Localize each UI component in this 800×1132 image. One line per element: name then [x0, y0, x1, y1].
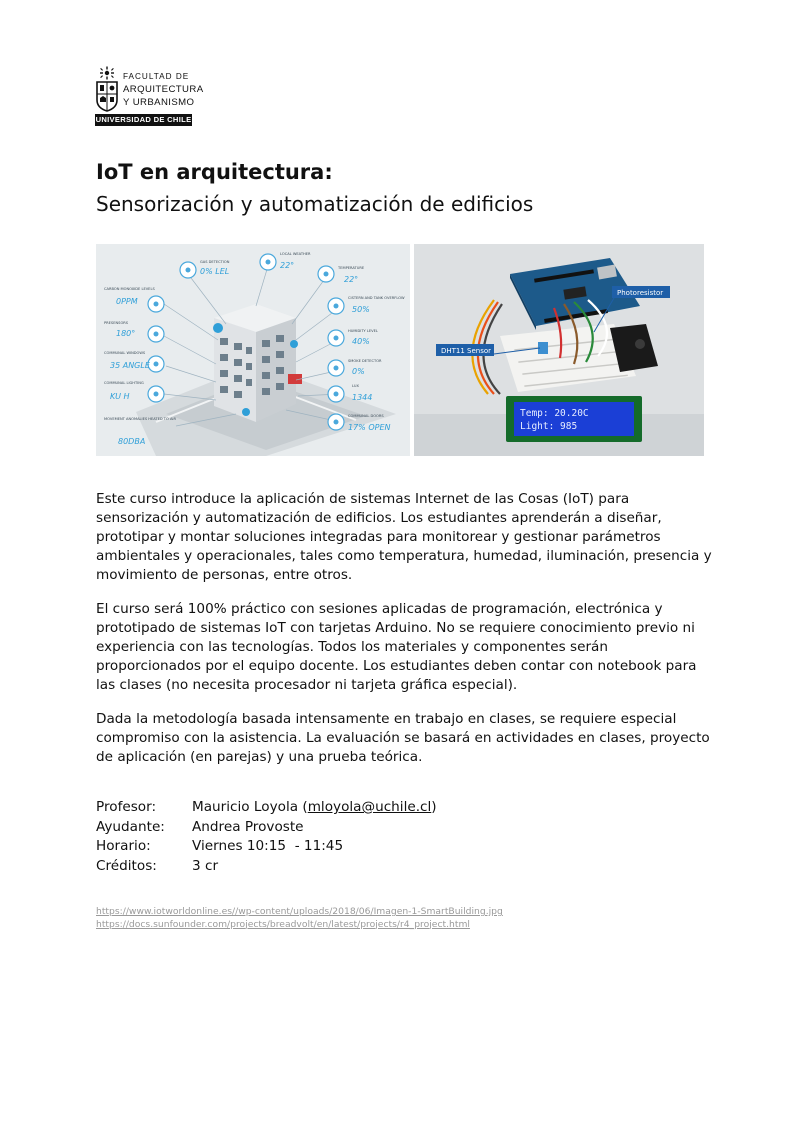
reference-link-1[interactable]: https://www.iotworldonline.es//wp-content/uploads/2018/06/Imagen-1-SmartBuilding.jpg [96, 906, 503, 917]
faculty-logo [95, 66, 204, 128]
university-seal-icon [95, 66, 119, 112]
info-row-profesor [96, 798, 437, 818]
value-windows: 35 ANGLE [110, 361, 150, 370]
ayudante-label: Ayudante: [96, 818, 165, 835]
page-title: IoT en arquitectura: [96, 160, 333, 184]
lcd-line-1: Temp: 20.20C [520, 408, 589, 419]
image-references [96, 906, 503, 931]
lcd-line-2: Light: 985 [520, 421, 578, 432]
logo-line-1: FACULTAD DE [123, 72, 190, 81]
info-row-creditos [96, 857, 437, 877]
label-presence: PRESENSORS [104, 321, 129, 325]
label-windows: COMMUNAL WINDOWS [104, 351, 146, 355]
label-weather: LOCAL WEATHER [280, 252, 311, 256]
value-doors: 17% OPEN [348, 423, 391, 432]
description-paragraph-2: El curso será 100% práctico con sesiones aplicadas de programación, electrónica y prototipado de sistemas IoT con tarjetas Arduino. No se requiere conocimiento previo ni experiencia con las tecnologías. Todos los materiales y componentes serán proporcionados por el equipo docente. Los estudiantes deben contar con notebook para las clases (no necesita procesador ni tarjeta gráfica especial). [96, 601, 697, 693]
creditos-label: Créditos: [96, 857, 157, 874]
label-doors: COMMUNAL DOORS [348, 414, 384, 418]
logo-line-2: ARQUITECTURA [123, 84, 204, 96]
value-gas: 0% LEL [200, 267, 230, 276]
profesor-label: Profesor: [96, 799, 157, 815]
value-lighting: KU H [110, 392, 130, 401]
label-smoke: SMOKE DETECTOR [348, 359, 382, 363]
arduino-prototype-photo [414, 244, 704, 456]
value-temperature: 22° [344, 275, 359, 284]
course-info [96, 798, 437, 876]
creditos-value: 3 cr [192, 857, 219, 874]
horario-label: Horario: [96, 838, 151, 854]
value-carbon: 0PPM [116, 297, 138, 306]
label-gas: GAS DETECTION [200, 260, 230, 264]
ayudante-value: Andrea Provoste [192, 818, 304, 835]
label-lighting: COMMUNAL LIGHTING [104, 381, 144, 385]
label-carbon: CARBON MONOXIDE LEVELS [104, 287, 155, 291]
smart-building-svg [96, 244, 410, 456]
arduino-photo-svg [414, 244, 704, 456]
label-movement: MOVEMENT ANOMALIES HEATED TO AIR [104, 417, 176, 421]
label-cistern: CISTERN AND TANK OVERFLOW [348, 296, 405, 300]
label-temperature: TEMPERATURE [338, 266, 365, 270]
value-cistern: 50% [352, 305, 370, 314]
logo-text [123, 70, 204, 110]
info-row-horario [96, 837, 437, 857]
value-lux: 1344 [352, 393, 373, 402]
label-photoresistor: Photoresistor [617, 289, 664, 297]
horario-value: Viernes 10:15 - 11:45 [192, 838, 344, 854]
description-paragraph-1: Este curso introduce la aplicación de sistemas Internet de las Cosas (IoT) para sensorización y automatización de edificios. Los estudiantes aprenderán a diseñar, prototipar y montar soluciones integradas para monitorear y gestionar parámetros ambientales y operacionales, tales como temperatura, humedad, iluminación, presencia y movimiento de personas, entre otros. [96, 491, 712, 583]
logo-university-bar: UNIVERSIDAD DE CHILE [95, 115, 192, 124]
logo-line-3: Y URBANISMO [123, 97, 195, 109]
profesor-value: Mauricio Loyola (mloyola@uchile.cl) [192, 799, 437, 815]
smart-building-illustration [96, 244, 410, 456]
info-row-ayudante [96, 818, 437, 838]
value-movement: 80DBA [118, 437, 146, 446]
profesor-name: Mauricio Loyola [192, 799, 299, 815]
value-smoke: 0% [352, 367, 365, 376]
label-lux: LUX [352, 384, 359, 388]
page-subtitle: Sensorización y automatización de edificios [96, 192, 534, 216]
reference-link-2[interactable]: https://docs.sunfounder.com/projects/breadvolt/en/latest/projects/r4_project.html [96, 918, 470, 930]
label-dht11: DHT11 Sensor [441, 347, 492, 355]
value-weather: 22° [280, 261, 295, 270]
profesor-email-link[interactable]: mloyola@uchile.cl [307, 799, 432, 815]
value-presence: 180° [116, 329, 136, 338]
value-humidity: 40% [352, 337, 370, 346]
description-paragraph-3: Dada la metodología basada intensamente en trabajo en clases, se requiere especial compromiso con la asistencia. La evaluación se basará en actividades en clases, proyecto de aplicación (en parejas) y una prueba teórica. [96, 711, 710, 765]
label-humidity: HUMIDITY LEVEL [348, 329, 378, 333]
